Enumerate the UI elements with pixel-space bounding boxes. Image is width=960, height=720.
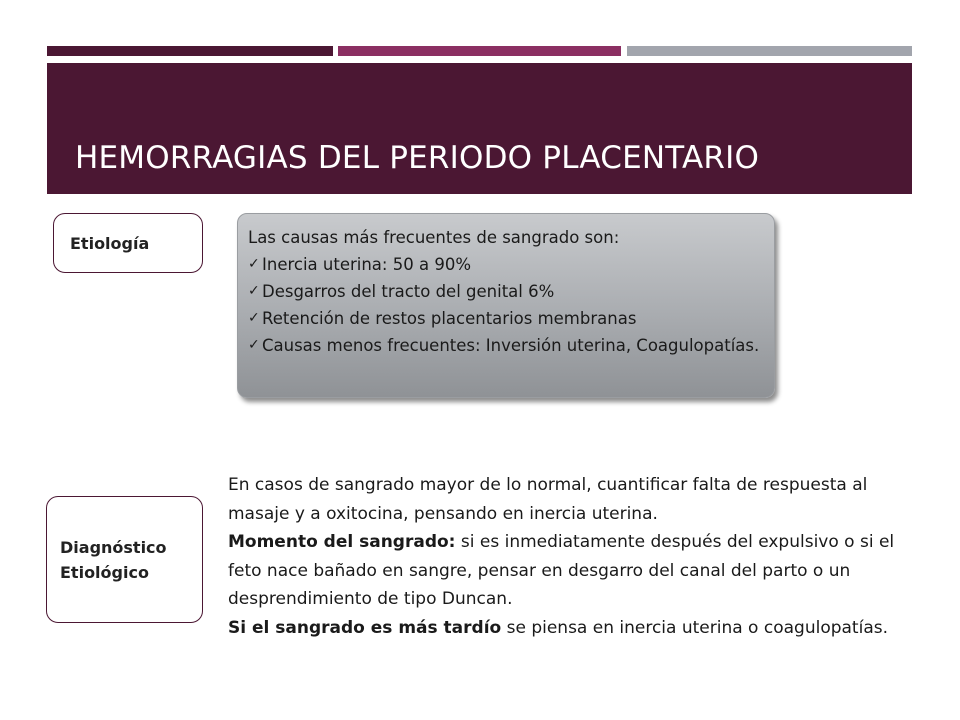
title-banner [47, 63, 912, 194]
etiologia-label: Etiología [70, 233, 150, 253]
checkmark-icon: ✓ [248, 310, 260, 326]
slide-title: HEMORRAGIAS DEL PERIODO PLACENTARIO [75, 140, 760, 176]
causes-intro: Las causas más frecuentes de sangrado son: [248, 228, 620, 247]
cause-text: Causas menos frecuentes: Inversión uterina, Coagulopatías. [262, 336, 760, 355]
diagnostico-paragraph-2 [228, 528, 908, 614]
tardio-heading: Si el sangrado es más tardío [228, 617, 502, 638]
tardio-text: se piensa en inercia uterina o coagulopatías. [501, 617, 888, 638]
list-item [248, 332, 764, 359]
etiologia-label-box [53, 213, 203, 273]
causes-box [237, 213, 775, 398]
list-item [248, 251, 764, 278]
causes-list [248, 251, 764, 359]
checkmark-icon: ✓ [248, 256, 260, 272]
cause-text: Retención de restos placentarios membranas [262, 309, 637, 328]
diagnostico-text [228, 471, 908, 643]
diagnostico-paragraph-1: En casos de sangrado mayor de lo normal, cuantificar falta de respuesta al masaje y a oxitocina, pensando en inercia uterina. [228, 475, 868, 524]
checkmark-icon: ✓ [248, 337, 260, 353]
list-item [248, 278, 764, 305]
diagnostico-label-line1: Diagnóstico [60, 537, 167, 557]
cause-text: Inercia uterina: 50 a 90% [262, 255, 471, 274]
cause-text: Desgarros del tracto del genital 6% [262, 282, 555, 301]
list-item [248, 305, 764, 332]
checkmark-icon: ✓ [248, 283, 260, 299]
accent-bar-right [627, 46, 912, 56]
accent-bar-left [47, 46, 333, 56]
momento-text: si es inmediatamente después del expulsivo o si el feto nace bañado en sangre, pensar en desgarro del canal del parto o un desprendimiento de tipo Duncan. [228, 532, 895, 610]
momento-heading: Momento del sangrado: [228, 532, 456, 553]
accent-bar-middle [338, 46, 621, 56]
diagnostico-label-box [46, 496, 203, 623]
diagnostico-paragraph-3 [228, 614, 908, 643]
diagnostico-label-line2: Etiológico [60, 562, 149, 582]
